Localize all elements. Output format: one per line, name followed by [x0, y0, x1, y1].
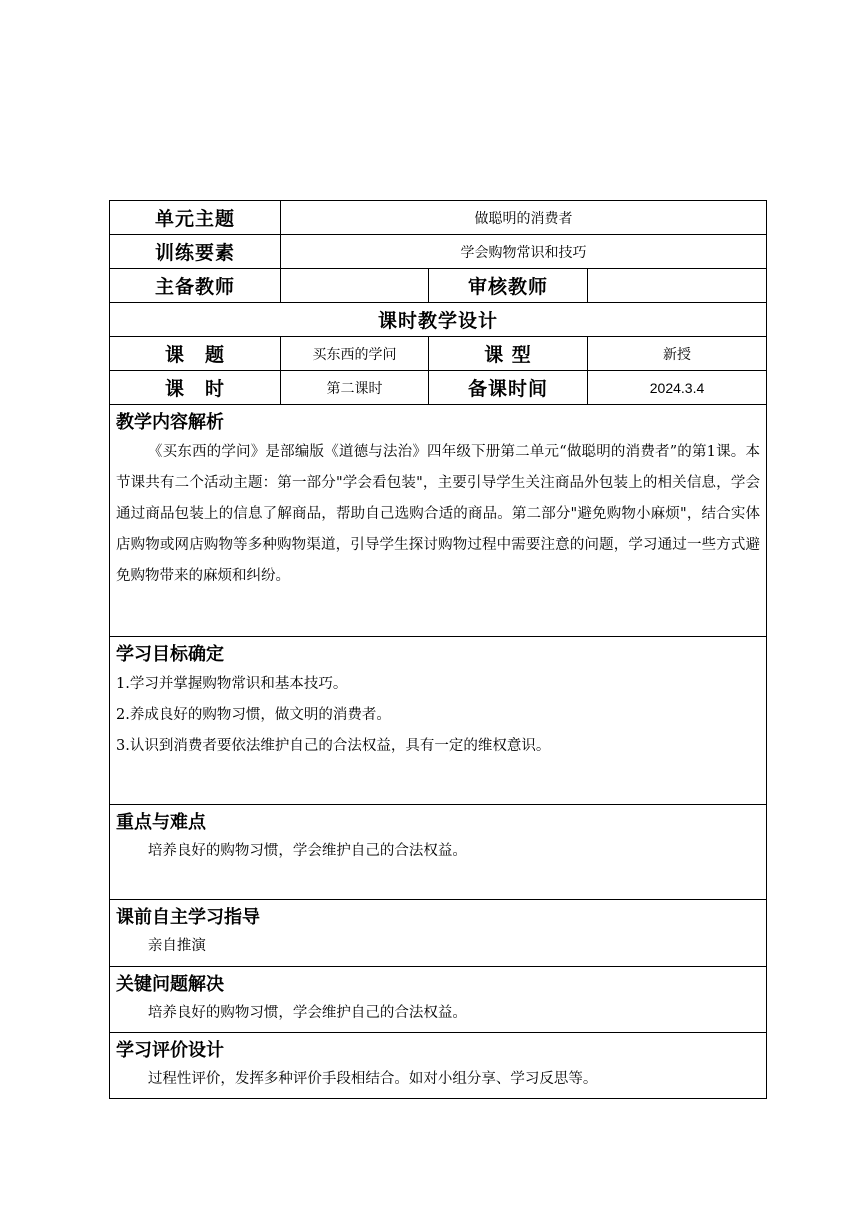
analysis-row [110, 405, 767, 637]
solve-text: 培养良好的购物习惯，学会维护自己的合法权益。 [147, 1005, 467, 1021]
pre-row [110, 900, 767, 967]
goals-section [110, 637, 767, 805]
pre-text: 亲自推演 [147, 938, 206, 954]
goals-title: 学习目标确定 [116, 644, 224, 665]
key-row [110, 805, 767, 900]
pre-section [110, 900, 767, 967]
type-value: 新授 [588, 337, 767, 371]
training-row [110, 235, 767, 269]
training-label: 训练要素 [110, 235, 281, 269]
unit-theme-value: 做聪明的消费者 [281, 201, 767, 235]
analysis-text: 《买东西的学问》是部编版《道德与法治》四年级下册第二单元“做聪明的消费者”的第1课。本节课共有二个活动主题：第一部分"学会看包装"，主要引导学生关注商品外包装上的相关信息，学会通过商品包装上的信息了解商品，帮助自己选购合适的商品。第二部分"避免购物小麻烦"，结合实体店购物或网店购物等多种购物渠道，引导学生探讨购物过程中需要注意的问题，学习通过一些方式避免购物带来的麻烦和纠纷。 [116, 444, 760, 584]
eval-title: 学习评价设计 [116, 1040, 224, 1061]
design-title: 课时教学设计 [110, 303, 767, 337]
analysis-section [110, 405, 767, 637]
eval-row [110, 1033, 767, 1099]
solve-section [110, 967, 767, 1033]
solve-title: 关键问题解决 [116, 974, 224, 995]
lesson-value: 买东西的学问 [281, 337, 429, 371]
goal-item: 2.养成良好的购物习惯，做文明的消费者。 [116, 707, 391, 723]
lead-teacher-value [281, 269, 429, 303]
design-title-row [110, 303, 767, 337]
unit-theme-label: 单元主题 [110, 201, 281, 235]
goal-item: 1.学习并掌握购物常识和基本技巧。 [116, 676, 348, 692]
type-label: 课 型 [429, 337, 588, 371]
analysis-title: 教学内容解析 [116, 412, 224, 433]
review-teacher-label: 审核教师 [429, 269, 588, 303]
prep-time-value: 2024.3.4 [588, 371, 767, 405]
key-text: 培养良好的购物习惯，学会维护自己的合法权益。 [147, 843, 467, 859]
teacher-row [110, 269, 767, 303]
key-section [110, 805, 767, 900]
lesson-label: 课 题 [110, 337, 281, 371]
review-teacher-value [588, 269, 767, 303]
period-label: 课 时 [110, 371, 281, 405]
prep-time-label: 备课时间 [429, 371, 588, 405]
training-value: 学会购物常识和技巧 [281, 235, 767, 269]
unit-theme-row [110, 201, 767, 235]
lesson-plan-table [109, 200, 767, 1099]
solve-row [110, 967, 767, 1033]
eval-text: 过程性评价，发挥多种评价手段相结合。如对小组分享、学习反思等。 [147, 1071, 598, 1087]
lesson-row [110, 337, 767, 371]
period-row [110, 371, 767, 405]
eval-section [110, 1033, 767, 1099]
lead-teacher-label: 主备教师 [110, 269, 281, 303]
pre-title: 课前自主学习指导 [116, 907, 260, 928]
key-title: 重点与难点 [116, 812, 206, 833]
goal-item: 3.认识到消费者要依法维护自己的合法权益，具有一定的维权意识。 [116, 738, 551, 754]
period-value: 第二课时 [281, 371, 429, 405]
goals-row [110, 637, 767, 805]
